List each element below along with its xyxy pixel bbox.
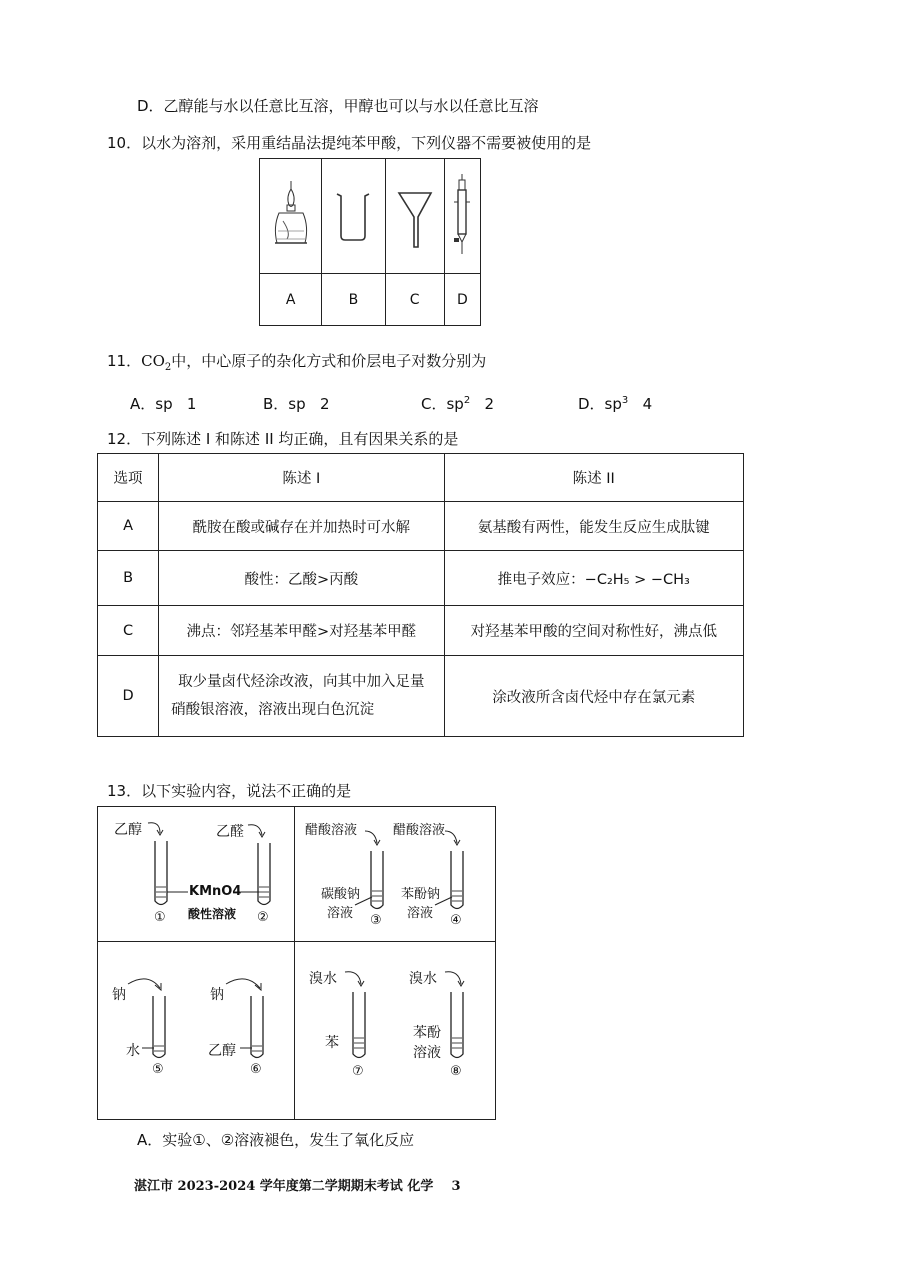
q12-row-a-s1: 酰胺在酸或碱存在并加热时可水解 (159, 502, 444, 551)
q12-header-s2: 陈述 II (444, 454, 743, 502)
q12-row-c-s1: 沸点：邻羟基苯甲醛>对羟基苯甲醛 (159, 606, 444, 656)
q10-cell-c-icon (385, 159, 444, 274)
q13-c2-n1: ③ (370, 913, 382, 928)
q12-header-s1: 陈述 I (159, 454, 444, 502)
q13-c2-sol1a: 碳酸钠 (321, 887, 361, 902)
q13-c4-n2: ⑧ (450, 1064, 462, 1079)
q13-cell-3 (98, 942, 295, 1120)
q12-stem: 12．下列陈述 I 和陈述 II 均正确，且有因果关系的是 (107, 430, 459, 448)
q10-label-d: D (444, 274, 480, 326)
q13-table (97, 806, 496, 1120)
q11-option-c-sup: 2 (463, 395, 471, 406)
q11-option-b (263, 393, 330, 414)
q13-c3-tubes (98, 942, 294, 1119)
q13-cell-4 (295, 942, 496, 1120)
q12-row-d-s1 (159, 656, 444, 737)
q13-option-a: A．实验①、②溶液褪色，发生了氧化反应 (137, 1131, 415, 1149)
q12-row-b-s2: 推电子效应：−C₂H₅ > −CH₃ (444, 551, 743, 606)
q13-c3-reag1: 钠 (112, 987, 126, 1003)
q13-cell-1 (98, 807, 295, 942)
q13-c1-reag2: 乙醛 (216, 824, 244, 840)
page-number: 3 (451, 1179, 461, 1194)
page-footer (134, 1175, 461, 1194)
q13-c3-sol2: 乙醇 (208, 1043, 236, 1059)
q13-cell-2 (295, 807, 496, 942)
alcohol-lamp-icon (269, 177, 313, 251)
q11-option-c-label: C．sp (421, 395, 464, 413)
q11-option-d-sup: 3 (621, 395, 629, 406)
q13-c1-n1: ① (154, 910, 166, 925)
q10-label-b: B (322, 274, 385, 326)
q12-row-a-opt: A (98, 502, 159, 551)
q13-c1-n2: ② (257, 910, 269, 925)
q12-row-d-s1-line2: 硝酸银溶液，溶液出现白色沉淀 (171, 702, 375, 718)
q10-cell-b-icon (322, 159, 385, 274)
q11-option-d (578, 393, 652, 414)
q13-c4-reag2: 溴水 (409, 971, 437, 987)
q13-c2-reag2: 醋酸溶液 (393, 823, 446, 838)
q13-c4-sol1: 苯 (325, 1035, 339, 1051)
q12-row-c-opt: C (98, 606, 159, 656)
q11-option-d-label: D．sp (578, 395, 622, 413)
q10-cell-a-icon (260, 159, 322, 274)
beaker-icon (331, 184, 375, 244)
q11-num: 11． (107, 352, 142, 370)
q13-c1-mid2: 酸性溶液 (188, 907, 237, 921)
q11-option-b-label: B．sp (263, 395, 306, 413)
q13-c4-tubes (295, 942, 495, 1119)
q12-table (97, 453, 744, 737)
q13-c2-sol1b: 溶液 (327, 906, 354, 921)
q11-option-b-value: 2 (319, 395, 330, 413)
q12-row-d-s2: 涂改液所含卤代烃中存在氯元素 (444, 656, 743, 737)
q13-c1-mid: KMnO4 (189, 884, 242, 899)
q13-c4-sol2b: 溶液 (413, 1045, 441, 1061)
q13-c3-n2: ⑥ (250, 1062, 262, 1077)
q11-option-d-value: 4 (642, 395, 653, 413)
q11-option-c-value: 2 (484, 395, 495, 413)
q12-row-d-s1-line1: 取少量卤代烃涂改液，向其中加入足量 (178, 674, 425, 690)
q12-row-b-s1: 酸性：乙酸>丙酸 (159, 551, 444, 606)
q10-cell-d-icon (444, 159, 480, 274)
q12-header-option: 选项 (98, 454, 159, 502)
funnel-icon (395, 179, 435, 249)
footer-text: 湛江市 2023-2024 学年度第二学期期末考试 化学 (134, 1179, 434, 1194)
q13-c2-tubes (295, 807, 495, 941)
q11-formula: CO (141, 352, 165, 370)
q13-c2-sol2b: 溶液 (407, 906, 434, 921)
burette-icon (450, 172, 474, 256)
q13-c2-reag1: 醋酸溶液 (305, 823, 358, 838)
q10-label-c: C (385, 274, 444, 326)
q12-row-c-s2: 对羟基苯甲酸的空间对称性好，沸点低 (444, 606, 743, 656)
q12-row-a-s2: 氨基酸有两性，能发生反应生成肽键 (444, 502, 743, 551)
q11-formula-sub: 2 (164, 362, 172, 373)
q13-c3-sol1: 水 (126, 1043, 140, 1059)
q11-option-c (421, 393, 494, 414)
q11-option-a (130, 393, 196, 414)
q13-c1-reag1: 乙醇 (114, 822, 142, 838)
q10-table (259, 158, 481, 326)
q13-c4-sol2a: 苯酚 (413, 1025, 441, 1041)
q13-stem: 13．以下实验内容，说法不正确的是 (107, 782, 352, 800)
q11-option-a-value: 1 (186, 395, 197, 413)
q11-stem-rest: 中，中心原子的杂化方式和价层电子对数分别为 (171, 352, 487, 370)
q11-option-a-label: A．sp (130, 395, 173, 413)
option-d-prev: D．乙醇能与水以任意比互溶，甲醇也可以与水以任意比互溶 (137, 97, 539, 115)
q13-c3-n1: ⑤ (152, 1062, 164, 1077)
q13-c2-sol2a: 苯酚钠 (401, 887, 441, 902)
q12-row-b-opt: B (98, 551, 159, 606)
q13-c4-reag1: 溴水 (309, 971, 337, 987)
q13-c2-n2: ④ (450, 913, 462, 928)
q13-c4-n1: ⑦ (352, 1064, 364, 1079)
q10-label-a: A (260, 274, 322, 326)
q10-stem: 10．以水为溶剂，采用重结晶法提纯苯甲酸，下列仪器不需要被使用的是 (107, 134, 592, 152)
q13-c3-reag2: 钠 (210, 987, 224, 1003)
q12-row-d-opt: D (98, 656, 159, 737)
q11-stem (107, 350, 486, 373)
